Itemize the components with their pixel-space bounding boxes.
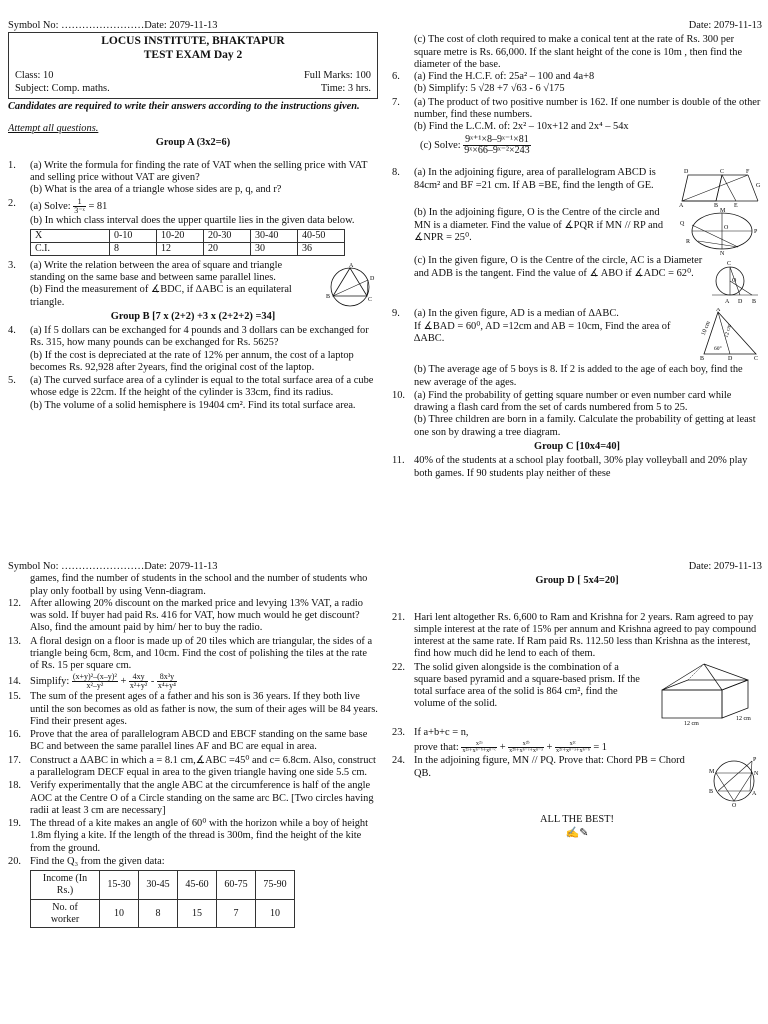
svg-text:12 cm: 12 cm: [736, 715, 751, 722]
class-marks-row: [15, 70, 371, 82]
question-15: 15. The sum of the present ages of a father and his son is 36 years. If they both live until the son becomes as old as father is now, the sum of their ages will be 84 years. Find their present ages.: [8, 691, 378, 727]
svg-text:D: D: [684, 169, 689, 176]
svg-text:C: C: [754, 356, 759, 363]
question-4: 4. (a) If 5 dollars can be exchanged for 4 pounds and 3 dollars can be exchanged for Rs. 315, how many pounds can be exchanged for Rs. 5625? (b) If the cost is depreciated at the rate of 12% per annum, the cost of a laptop becomes Rs. 92,928 after 2years, find the original cost of the laptop.: [8, 325, 369, 373]
svg-text:P: P: [754, 229, 758, 236]
svg-text:D: D: [370, 275, 375, 282]
svg-text:G: G: [756, 183, 761, 190]
question-18: 18. Verify experimentally that the angle ABC at the circumference is half of the angle AOC at the Centre O of a Circle standing on the same arc BC. [Two circles having radii at least 3 cm are necessary]: [8, 780, 374, 816]
q2a: (a) Solve: $\frac{1}{\text{3⁻ˣ}}$ = 81: [30, 196, 108, 215]
svg-text:D: D: [738, 299, 743, 306]
subject-label: Subject: Comp. maths.: [15, 82, 110, 94]
full-marks: Full Marks: 100: [304, 70, 371, 82]
date-line-2: Date: 2079-11-13: [688, 561, 762, 572]
svg-text:C: C: [727, 261, 732, 268]
svg-text:A: A: [349, 262, 354, 269]
svg-text:B: B: [326, 293, 331, 300]
symbol-date-line-2: Symbol No: ……………………Date: 2079-11-13: [8, 561, 218, 572]
question-7: 7. (a) The product of two positive number is 162. If one number is double of the other number, find these numbers. (b) Find the L.C.M. of: 2x² – 10x+12 and 2x⁴ – 54x (c) Solve: $\frac{\text{9ˣ⁺¹×8–9ˣ⁻¹×81}}{\text{9ˣ×66–9ˣ⁻²×243}}$: [392, 96, 761, 157]
symbol-date-line: Symbol No: ……………………Date: 2079-11-13: [8, 20, 218, 31]
group-b-title: Group B [7 x (2+2) +3 x (2+2+2) =34]: [110, 310, 276, 322]
page-bottom-right: [392, 561, 762, 840]
question-6: 6. (a) Find the H.C.F. of: 25a² – 100 and 4a+8 (b) Simplify: 5 √28 +7 √63 - 6 √175: [392, 71, 595, 95]
svg-text:60°: 60°: [714, 346, 722, 353]
svg-text:A: A: [716, 308, 721, 314]
svg-text:A: A: [752, 791, 757, 798]
exam-header-box: [8, 32, 378, 99]
svg-text:N: N: [754, 771, 759, 778]
class-label: Class: 10: [15, 70, 54, 82]
chord-circle-figure: [706, 755, 762, 807]
group-c-title: Group C [10x4=40]: [534, 440, 620, 452]
svg-text:M: M: [720, 208, 726, 215]
table-row: C.I. 8 12 20 30 36: [31, 242, 345, 255]
institute-name: LOCUS INSTITUTE, BHAKTAPUR: [101, 35, 285, 48]
date-line: Date: 2079-11-13: [688, 20, 762, 31]
svg-text:N: N: [720, 251, 725, 256]
triangle-median-figure: [700, 308, 762, 364]
question-13: 13. A floral design on a floor is made up of 20 tiles which are triangular, the sides of a triangle being 6cm, 8cm, and 10cm. Find the cost of polishing the tiles at the rate of Rs. 15 per square cm.: [8, 635, 373, 672]
svg-text:A: A: [725, 299, 730, 306]
question-11-continued: games, find the number of students in the school and the number of students who play only football by using Venn-diagram.: [30, 573, 368, 597]
exam-title: TEST EXAM Day 2: [143, 48, 243, 61]
svg-text:B: B: [700, 356, 705, 363]
svg-text:E: E: [734, 203, 738, 208]
svg-text:P: P: [753, 757, 757, 764]
question-1: 1. (a) Write the formula for finding the rate of VAT when the selling price with VAT and selling price without VAT are given? (b) What is the area of a triangle whose sides are p, q, and r?: [8, 159, 368, 196]
svg-text:12 cm: 12 cm: [723, 324, 733, 339]
svg-text:A: A: [679, 203, 684, 208]
svg-text:D: D: [728, 356, 733, 363]
table-row: No. of worker 10 8 15 7 10: [31, 899, 295, 928]
parallelogram-figure: [678, 167, 762, 207]
question-5: 5. (a) The curved surface area of a cylinder is equal to the total surface area of a cube whose edge is 22cm. If the height of the cylinder is 33cm, find its radius. (b) The volume of a solid hemisphere is 19404 cm². Find its total surface area.: [8, 375, 374, 411]
circle-tangent-figure: [708, 255, 762, 307]
income-table: [30, 870, 295, 928]
svg-text:Q: Q: [732, 803, 737, 808]
question-19: 19. The thread of a kite makes an angle of 60⁰ with the horizon while a boy of height 1.8m flying a kite. If the length of the thread is 300m, find the height of the kite from the ground.: [8, 818, 369, 854]
question-14: 14. Simplify: $\frac{\text{(x+y)²–(x–y)²}}{\text{x²–y²}}$ + $\frac{4xy}{\text{x²+y²}}$ - $\frac{\text{8x³y}}{\text{x⁴+y⁴}}$: [8, 672, 176, 691]
question-22: 22. The solid given alongside is the combination of a square based pyramid and a square-based prism. If the total surface area of the solid is 864 cm², find the volume of the solid. 12 cm 12 cm: [392, 662, 762, 726]
svg-text:F: F: [746, 169, 750, 176]
question-10: 10. (a) Find the probability of getting square number or even number card while drawing a flash card from the set of cards numbered from 5 to 25. (b) Three children are born in a family. Calculate the probability of getting at least one son by drawing a tree diagram.: [392, 389, 756, 438]
svg-text:B: B: [714, 203, 719, 208]
page-top-right: [392, 20, 762, 481]
svg-text:M: M: [709, 769, 715, 776]
triangle-circle-figure: [318, 260, 378, 308]
quartile-table: [30, 229, 345, 256]
question-16: 16. Prove that the area of parallelogram ABCD and EBCF standing on the same base BC and between the same parallel lines AF and BC are equal in area.: [8, 729, 368, 753]
question-8: 8. (a) In the adjoining figure, area of parallelogram ABCD is 84cm² and BF =21 cm. If AB =BE, find the length of GE. D C F G A B E (b) In the adjoining figure, O is the Centre of the circle and MN is a diameter. Find the value of ∡PQR if MN // RP and ∡NPR = 25⁰. Q M O P N R (c) In the given figure, O is the Centre of the circle, AC is a Diameter and ADB is the tangent. Find the value of ∡ ABO if ∡ADC = 62⁰. C O A D B: [392, 167, 761, 306]
svg-text:Q: Q: [680, 221, 685, 228]
group-d-title: Group D [ 5x4=20]: [535, 575, 619, 587]
svg-text:C: C: [720, 169, 725, 176]
pyramid-prism-figure: [652, 662, 762, 726]
circle-pqr-figure: [678, 207, 762, 255]
svg-text:C: C: [368, 296, 373, 303]
question-12: 12. After allowing 20% discount on the marked price and levying 13% VAT, a radio was sold. If buyer had paid Rs. 416 for VAT, how much would he get discount? Also, find the amount paid by him/ her to buy the radio.: [8, 597, 363, 634]
time-label: Time: 3 hrs.: [320, 82, 371, 94]
page-bottom-left: [8, 561, 378, 928]
svg-text:B: B: [709, 789, 714, 796]
question-23: 23. If a+b+c = n, prove that: $\frac{\text{x²ᵃ}}{\text{x²ᵃ+xⁿ⁻ᵇ+xⁿ⁻ᶜ}}$ + $\frac{\text{x²ᵇ}}{\text{x²ᵇ+xⁿ⁻ᶜ+xⁿ⁻ᵃ}}$ + $\frac{\text{x²ᶜ}}{\text{x²ᶜ+xⁿ⁻ᵃ+xⁿ⁻ᵇ}}$ = 1: [392, 726, 607, 755]
question-20: 20. Find the Q₃ from the given data:: [8, 855, 165, 867]
question-9: 9. (a) In the given figure, AD is a median of ∆ABC. If ∡BAD = 60⁰, AD =12cm and AB = 10cm, Find the area of ∆ABC. A 10 cm 60° 12 cm B D C (b) The average age of 5 boys is 8. If 2 is added to the age of each boy, find the new average of the ages.: [392, 308, 762, 389]
question-17: 17. Construct a ∆ABC in which a = 8.1 cm,∡ABC =45⁰ and c= 6.8cm. Also, construct a parallelogram DECF equal in area to the given triangle having one side 5.5 cm.: [8, 754, 376, 778]
table-row: Income (In Rs.) 15-30 30-45 45-60 60-75 75-90: [31, 871, 295, 900]
candidate-instruction: Candidates are required to write their answers according to the instructions given.: [8, 100, 360, 112]
q7c: (c) Solve: $\frac{\text{9ˣ⁺¹×8–9ˣ⁻¹×81}}{\text{9ˣ×66–9ˣ⁻²×243}}$: [420, 134, 530, 157]
closing-message: ALL THE BEST!: [540, 814, 614, 826]
question-11: 11. 40% of the students at a school play football, 30% play volleyball and 20% play both games. If 90 students play neither of these: [392, 455, 748, 479]
question-2: 2. (a) Solve: $\frac{1}{\text{3⁻ˣ}}$ = 81 (b) In which class interval does the upper quartile lies in the given data below.: [8, 198, 378, 227]
svg-text:12 cm: 12 cm: [684, 720, 699, 726]
pen-hand-icon: ✍✎: [565, 826, 589, 839]
svg-text:R: R: [686, 239, 691, 246]
subject-time-row: [15, 83, 371, 95]
svg-text:O: O: [732, 278, 737, 285]
attempt-all: Attempt all questions.: [8, 123, 99, 135]
group-a-title: Group A (3x2=6): [155, 137, 231, 149]
table-row: X 0-10 10-20 20-30 30-40 40-50: [31, 229, 345, 242]
page-top-left: [8, 20, 378, 413]
svg-text:10 cm: 10 cm: [700, 320, 712, 337]
question-24: 24. In the adjoining figure, MN // PQ. Prove that: Chord PB = Chord QB. P M N B A Q: [392, 755, 762, 807]
question-5c: (c) The cost of cloth required to make a conical tent at the rate of Rs. 300 per square metre is Rs. 66,000. If the slant height of the cone is 10m , then find the diameter of the base.: [414, 34, 743, 70]
question-21: 21. Hari lent altogether Rs. 6,600 to Ram and Krishna for 2 years. Ram agreed to pay simple interest at the rate of 15% per annum and Krishna agreed to pay compound interest at the same rate. If Ram paid Rs. 112.50 less than Krishna as the interest, find how much did he lend to each of them.: [392, 611, 757, 660]
svg-text:O: O: [724, 225, 729, 232]
question-3: 3. (a) Write the relation between the area of square and triangle standing on the same base and between same parallel lines. (b) Find the measurement of ∡BDC, if ∆ABC is an equilateral triangle. A D B C: [8, 260, 378, 309]
svg-text:B: B: [752, 299, 757, 306]
